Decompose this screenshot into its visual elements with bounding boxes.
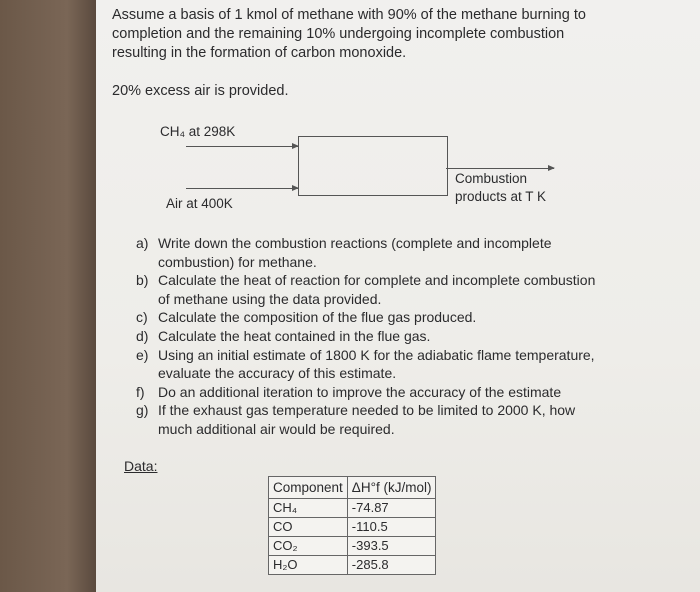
table-row xyxy=(269,556,436,575)
outlet-label-line1: Combustion xyxy=(455,171,528,186)
excess-air-statement: 20% excess air is provided. xyxy=(112,83,289,99)
enthalpy-cell: -285.8 xyxy=(347,556,436,575)
question-text: Do an additional iteration to improve the accuracy of the estimate xyxy=(158,383,562,400)
question-marker: c) xyxy=(136,309,148,326)
background-surface xyxy=(0,0,96,592)
question-item xyxy=(136,401,596,438)
question-marker: b) xyxy=(136,272,149,289)
combustion-chamber-box xyxy=(298,136,448,196)
table-header-row xyxy=(269,477,436,499)
question-item xyxy=(136,327,596,346)
question-text: Write down the combustion reactions (complete and incomplete combustion) for methane. xyxy=(158,235,552,270)
enthalpy-cell: -110.5 xyxy=(347,518,436,537)
air-inlet-label: Air at 400K xyxy=(166,196,233,211)
enthalpy-cell: -74.87 xyxy=(347,499,436,518)
data-label: Data: xyxy=(124,458,158,474)
question-item xyxy=(136,346,596,383)
column-header-enthalpy: ΔH°f (kJ/mol) xyxy=(347,477,436,499)
problem-intro: Assume a basis of 1 kmol of methane with 90% of the methane burning to completion and the remaining 10% undergoing incomplete combustion resulting in the formation of carbon monoxide. xyxy=(112,7,586,61)
question-list xyxy=(136,234,596,439)
question-marker: d) xyxy=(136,327,149,344)
question-marker: e) xyxy=(136,346,149,363)
methane-inlet-arrow xyxy=(186,146,298,147)
question-text: Calculate the heat contained in the flue gas. xyxy=(158,327,431,344)
methane-inlet-label: CH₄ at 298K xyxy=(160,124,236,139)
component-cell: CH₄ xyxy=(269,499,348,518)
question-item xyxy=(136,234,596,271)
question-text: Calculate the heat of reaction for complete and incomplete combustion of methane using the data provided. xyxy=(158,272,596,307)
table-row xyxy=(269,537,436,556)
enthalpy-cell: -393.5 xyxy=(347,537,436,556)
table-row xyxy=(269,499,436,518)
column-header-component: Component xyxy=(269,477,348,499)
document-page xyxy=(96,0,700,592)
component-cell: CO₂ xyxy=(269,537,348,556)
question-marker: g) xyxy=(136,402,149,419)
outlet-arrow xyxy=(446,168,554,169)
question-item xyxy=(136,383,596,402)
question-marker: f) xyxy=(136,383,145,400)
question-item xyxy=(136,308,596,327)
enthalpy-data-table xyxy=(268,476,436,575)
question-item xyxy=(136,271,596,308)
air-inlet-arrow xyxy=(186,188,298,189)
question-marker: a) xyxy=(136,235,149,251)
outlet-label-line2: products at T K xyxy=(455,189,547,204)
question-text: Calculate the composition of the flue gas produced. xyxy=(158,309,477,326)
question-text: Using an initial estimate of 1800 K for the adiabatic flame temperature, evaluate the accuracy of this estimate. xyxy=(158,346,595,382)
component-cell: CO xyxy=(269,518,348,537)
table-row xyxy=(269,518,436,537)
component-cell: H₂O xyxy=(269,556,348,575)
question-text: If the exhaust gas temperature needed to be limited to 2000 K, how much additional air would be required. xyxy=(158,402,576,437)
